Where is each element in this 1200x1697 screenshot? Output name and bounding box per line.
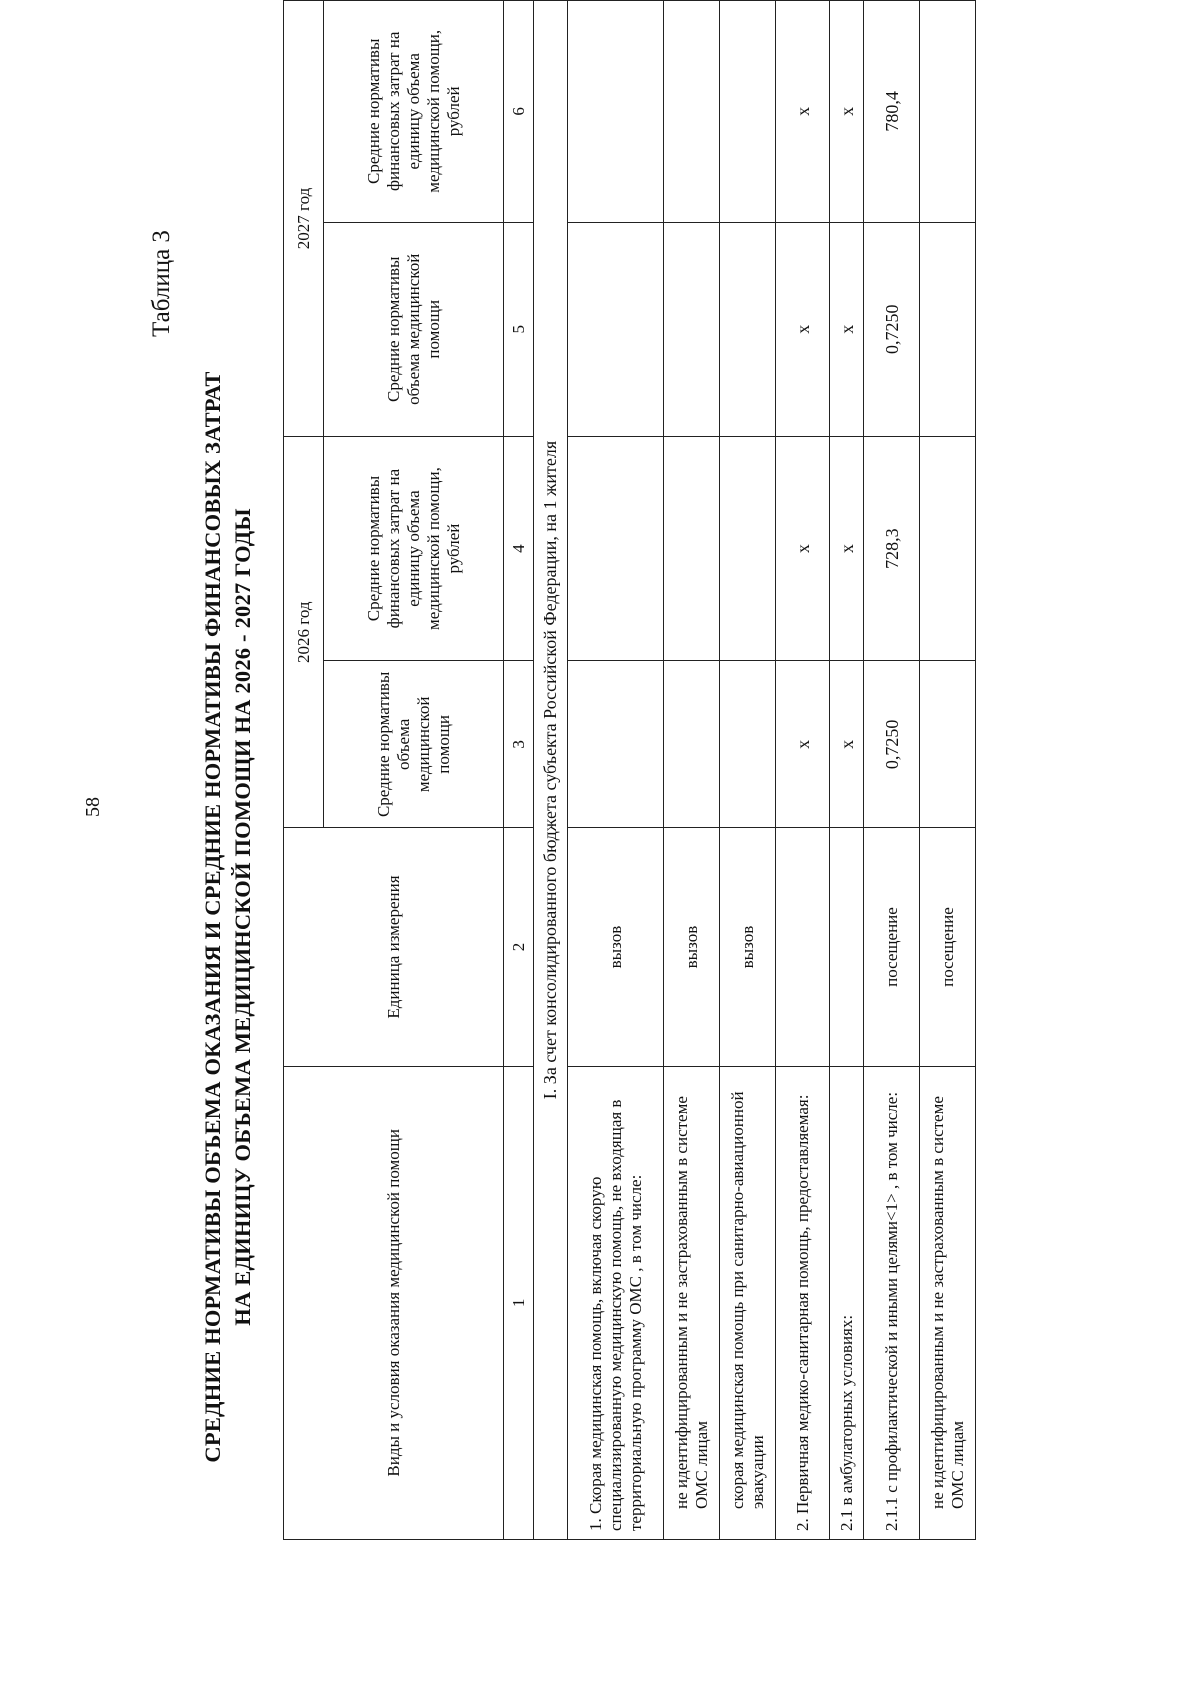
header-row-years	[284, 1, 324, 1540]
row-val-6: х	[830, 1, 864, 223]
row-label: скорая медицинская помощь при санитарно-авиационной эвакуации	[720, 1066, 776, 1539]
row-unit	[776, 828, 830, 1066]
row-label: 2. Первичная медико-санитарная помощь, предоставляемая:	[776, 1066, 830, 1539]
document-title	[198, 277, 258, 1557]
header-vol-2027: Средние нормативы объема медицинской помощи	[324, 222, 504, 436]
row-val-6	[920, 1, 976, 223]
row-val-3	[664, 661, 720, 828]
row-val-4: 728,3	[864, 436, 920, 660]
row-val-4	[664, 436, 720, 660]
row-unit: вызов	[720, 828, 776, 1066]
row-val-6	[568, 1, 664, 223]
row-unit: посещение	[864, 828, 920, 1066]
header-unit: Единица измерения	[284, 828, 504, 1066]
row-val-4	[720, 436, 776, 660]
page-number: 58	[82, 797, 104, 817]
row-unit: вызов	[664, 828, 720, 1066]
col-num-4: 4	[504, 436, 534, 660]
row-label: 2.1 в амбулаторных условиях:	[830, 1066, 864, 1539]
column-number-row	[504, 1, 534, 1540]
row-val-6	[720, 1, 776, 223]
row-val-5: х	[776, 222, 830, 436]
row-val-5: х	[830, 222, 864, 436]
col-num-5: 5	[504, 222, 534, 436]
row-val-5	[664, 222, 720, 436]
row-val-6	[664, 1, 720, 223]
col-num-6: 6	[504, 1, 534, 223]
row-label: 1. Скорая медицинская помощь, включая скорую специализированную медицинскую помощь, не входящая в территориальную программу ОМС , в том числе:	[568, 1066, 664, 1539]
title-line-2: НА ЕДИНИЦУ ОБЪЕМА МЕДИЦИНСКОЙ ПОМОЩИ НА 2026 - 2027 ГОДЫ	[230, 508, 255, 1326]
row-val-4	[568, 436, 664, 660]
table-row	[720, 1, 776, 1540]
row-val-6: х	[776, 1, 830, 223]
table-row	[920, 1, 976, 1540]
col-num-2: 2	[504, 828, 534, 1066]
row-unit: вызов	[568, 828, 664, 1066]
row-val-3	[568, 661, 664, 828]
row-val-4: х	[830, 436, 864, 660]
section-row	[534, 1, 568, 1540]
table-label: Таблица 3	[148, 230, 175, 337]
row-val-3: х	[830, 661, 864, 828]
row-val-5	[720, 222, 776, 436]
row-val-4: х	[776, 436, 830, 660]
row-val-3: 0,7250	[864, 661, 920, 828]
row-unit: посещение	[920, 828, 976, 1066]
row-val-3: х	[776, 661, 830, 828]
title-line-1: СРЕДНИЕ НОРМАТИВЫ ОБЪЕМА ОКАЗАНИЯ И СРЕДНИЕ НОРМАТИВЫ ФИНАНСОВЫХ ЗАТРАТ	[200, 371, 225, 1463]
header-cost-2027: Средние нормативы финансовых затрат на единицу объема медицинской помощи, рублей	[324, 1, 504, 223]
row-unit	[830, 828, 864, 1066]
header-types: Виды и условия оказания медицинской помощи	[284, 1066, 504, 1539]
row-val-3	[720, 661, 776, 828]
header-year-2027: 2027 год	[284, 1, 324, 437]
row-val-3	[920, 661, 976, 828]
row-label: не идентифицированным и не застрахованным в системе ОМС лицам	[664, 1066, 720, 1539]
row-val-5	[920, 222, 976, 436]
row-val-5	[568, 222, 664, 436]
table-row	[864, 1, 920, 1540]
header-vol-2026: Средние нормативы объема медицинской помощи	[324, 661, 504, 828]
col-num-3: 3	[504, 661, 534, 828]
table-row	[776, 1, 830, 1540]
table-row	[568, 1, 664, 1540]
row-label: не идентифицированным и не застрахованным в системе ОМС лицам	[920, 1066, 976, 1539]
section-heading: I. За счет консолидированного бюджета субъекта Российской Федерации, на 1 жителя	[534, 1, 568, 1540]
table-row	[664, 1, 720, 1540]
norms-table	[283, 0, 976, 1540]
header-cost-2026: Средние нормативы финансовых затрат на единицу объема медицинской помощи, рублей	[324, 436, 504, 660]
header-year-2026: 2026 год	[284, 436, 324, 828]
col-num-1: 1	[504, 1066, 534, 1539]
row-val-6: 780,4	[864, 1, 920, 223]
row-val-5: 0,7250	[864, 222, 920, 436]
row-label: 2.1.1 с профилактической и иными целями<1> , в том числе:	[864, 1066, 920, 1539]
row-val-4	[920, 436, 976, 660]
table-row	[830, 1, 864, 1540]
